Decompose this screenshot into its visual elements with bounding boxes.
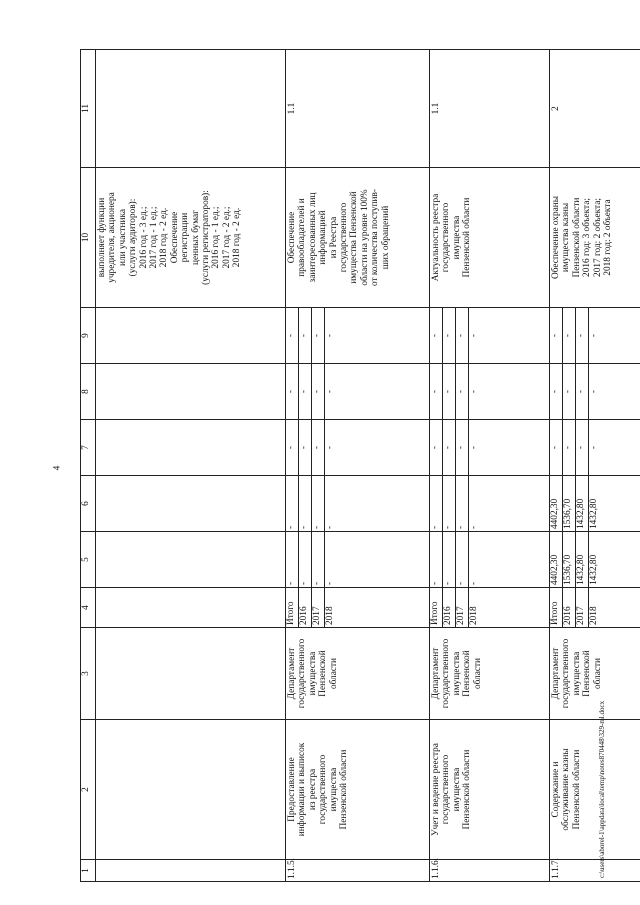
- table-row: [286, 50, 430, 882]
- cell-value: Итого: [430, 588, 443, 627]
- cell-value: -: [299, 476, 312, 531]
- cell-value: -: [430, 476, 443, 531]
- cell-value: -: [299, 308, 312, 363]
- cell-value: -: [312, 532, 325, 587]
- goal-ref: 2: [550, 50, 640, 168]
- cell-value: -: [325, 389, 335, 394]
- cell-value: -: [299, 364, 312, 419]
- cell-value: 4402,30: [550, 476, 563, 531]
- cell-value: Итого: [286, 588, 299, 627]
- cell-value: -: [312, 308, 325, 363]
- result-text: Актуальность реестра государственного имущества Пензенской области: [430, 168, 550, 308]
- cell-c7: [550, 420, 640, 476]
- cell-value: -: [589, 333, 599, 338]
- page-number: 4: [51, 465, 62, 471]
- activity-name: Предоставление информации и выписок из реестра государственного имущества Пензенской области: [286, 720, 430, 860]
- responsible-dept: Департамент государственного имущества Пензенской области: [550, 628, 640, 720]
- cell-value: -: [469, 581, 479, 585]
- activity-name: Учет и ведение реестра государственного имущества Пензенской области: [430, 720, 550, 860]
- cell-value: -: [456, 532, 469, 587]
- cell-value: -: [286, 364, 299, 419]
- cell-value: -: [469, 389, 479, 394]
- cell-value: 2016: [299, 588, 312, 627]
- cell-value: -: [469, 333, 479, 338]
- cell-value: 2018: [469, 606, 479, 625]
- cell-c8: [550, 364, 640, 420]
- table-row: [430, 50, 550, 882]
- activity-name: Содержание и обслуживание казны Пензенской области: [550, 720, 640, 860]
- cell-value: 2016: [443, 588, 456, 627]
- goal-ref: 1.1: [286, 50, 430, 168]
- cell-value: -: [325, 581, 335, 585]
- footer-path: c:\users\aborel-1\appdata\local\temp\notes870448\329-ml.docx: [598, 700, 606, 878]
- cell-value: -: [299, 420, 312, 475]
- rotated-table-page: [80, 62, 612, 882]
- col-header: 1: [81, 860, 96, 882]
- cell-c8: [286, 364, 430, 420]
- cell-value: -: [430, 532, 443, 587]
- cell-value: 1432,80: [576, 532, 589, 587]
- cell-value: 2018: [325, 606, 335, 625]
- col-header: 9: [81, 308, 96, 364]
- cell-value: 2018: [589, 606, 599, 625]
- col-header: 3: [81, 628, 96, 720]
- cell-value: -: [430, 308, 443, 363]
- cell-c9: [430, 308, 550, 364]
- cell-value: -: [456, 308, 469, 363]
- cell-years: [430, 588, 550, 628]
- cell-value: 4402,30: [550, 532, 563, 587]
- cell-c6: [550, 476, 640, 532]
- cell-c5: [430, 532, 550, 588]
- cell-value: 2016: [563, 588, 576, 627]
- cell-value: -: [299, 532, 312, 587]
- responsible-dept: Департамент государственного имущества Пензенской области: [286, 628, 430, 720]
- result-text: выполняет функции учредителя, акционера или участника (услуги аудиторов): 2016 год - 3 ед.; 2017 год - 1 ед.; 2018 год - 2 ед. Обеспечение регистрации ценных бумаг (услуги регистраторов): 2016 год - 1 ед.; 2017 год - 2 ед.; 2018 год - 2 ед.: [96, 168, 286, 308]
- cell-value: -: [589, 389, 599, 394]
- col-header: 2: [81, 720, 96, 860]
- col-header: 6: [81, 476, 96, 532]
- cell-value: -: [443, 532, 456, 587]
- cell-value: -: [576, 308, 589, 363]
- cell-value: 1536,70: [563, 532, 576, 587]
- cell-value: -: [286, 476, 299, 531]
- col-header: 7: [81, 420, 96, 476]
- cell-value: -: [550, 420, 563, 475]
- cell-value: -: [312, 364, 325, 419]
- cell-value: -: [563, 420, 576, 475]
- cell-c6: [286, 476, 430, 532]
- responsible-dept: Департамент государственного имущества Пензенской области: [430, 628, 550, 720]
- cell-c5: [286, 532, 430, 588]
- cell-value: 2017: [456, 588, 469, 627]
- program-activities-table: [80, 49, 640, 882]
- col-header: 10: [81, 168, 96, 308]
- cell-value: -: [325, 525, 335, 529]
- cell-value: -: [456, 420, 469, 475]
- cell-value: Итого: [550, 588, 563, 627]
- table-row-continuation: [96, 50, 286, 882]
- cell-value: -: [443, 364, 456, 419]
- cell-value: -: [589, 445, 599, 450]
- cell-c9: [286, 308, 430, 364]
- cell-value: -: [456, 364, 469, 419]
- cell-value: -: [325, 445, 335, 450]
- row-number: 1.1.5.: [286, 860, 430, 882]
- cell-years: [550, 588, 640, 628]
- cell-value: -: [443, 308, 456, 363]
- cell-value: -: [286, 532, 299, 587]
- cell-value: -: [430, 364, 443, 419]
- cell-value: -: [456, 476, 469, 531]
- col-header: 11: [81, 50, 96, 168]
- cell-value: -: [286, 420, 299, 475]
- cell-value: -: [469, 525, 479, 529]
- cell-value: -: [550, 308, 563, 363]
- result-text: Обеспечение охраны имущества казны Пензенской области 2016 год: 3 объекта; 2017 год: 2 объекта; 2018 год: 2 объекта: [550, 168, 640, 308]
- cell-c9: [550, 308, 640, 364]
- cell-value: -: [576, 420, 589, 475]
- cell-c5: [550, 532, 640, 588]
- cell-value: -: [563, 308, 576, 363]
- cell-value: -: [325, 333, 335, 338]
- cell-value: -: [550, 364, 563, 419]
- cell-value: -: [443, 420, 456, 475]
- cell-value: -: [312, 420, 325, 475]
- goal-ref: 1.1: [430, 50, 550, 168]
- col-header: 5: [81, 532, 96, 588]
- cell-value: -: [563, 364, 576, 419]
- cell-c8: [430, 364, 550, 420]
- row-number: 1.1.7.: [550, 860, 640, 882]
- cell-value: -: [312, 476, 325, 531]
- col-header: 8: [81, 364, 96, 420]
- cell-value: -: [576, 364, 589, 419]
- cell-value: -: [430, 420, 443, 475]
- cell-value: 1432,80: [576, 476, 589, 531]
- cell-value: 1536,70: [563, 476, 576, 531]
- cell-value: -: [469, 445, 479, 450]
- cell-value: 2017: [576, 588, 589, 627]
- cell-value: 1432,80: [589, 554, 599, 585]
- cell-c7: [430, 420, 550, 476]
- table-row: [550, 50, 640, 882]
- cell-value: -: [286, 308, 299, 363]
- cell-c6: [430, 476, 550, 532]
- cell-value: 1432,80: [589, 498, 599, 529]
- col-header: 4: [81, 588, 96, 628]
- row-number: 1.1.6.: [430, 860, 550, 882]
- cell-value: 2017: [312, 588, 325, 627]
- cell-years: [286, 588, 430, 628]
- result-text: Обеспечение правообладателей и заинтересованных лиц информацией из Реестра государственного имущества Пензенской области на уровне 100% от количества поступив- ших обращений: [286, 168, 430, 308]
- header-row: [81, 50, 96, 882]
- cell-c7: [286, 420, 430, 476]
- cell-value: -: [443, 476, 456, 531]
